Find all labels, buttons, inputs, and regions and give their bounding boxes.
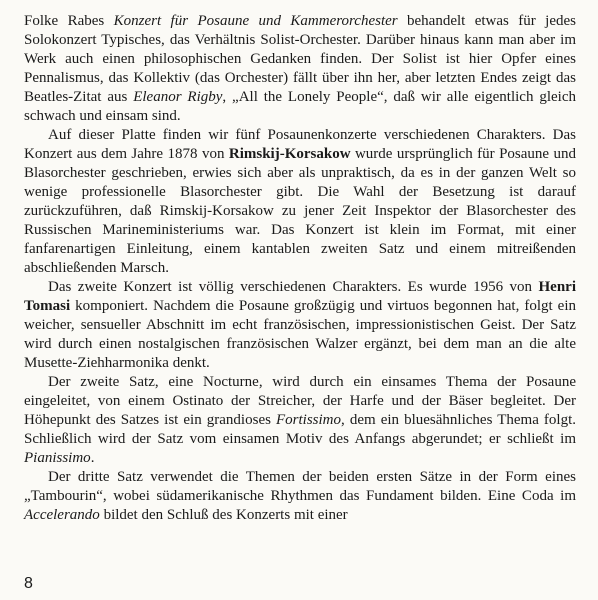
text-run: , dem ein bluesähnliches Thema folgt. Schließlich wird der Satz vom einsamen Motiv des Anfangs abgerundet; er schließt im [24, 412, 576, 447]
bold-name: Henri Tomasi [24, 279, 576, 314]
paragraph [24, 126, 576, 278]
italic-text: Eleanor Rigby [133, 89, 223, 105]
italic-text: Accelerando [24, 507, 100, 523]
text-run: behandelt etwas für jedes Solokonzert Typisches, das Verhältnis Solist-Orchester. Darüber hinaus kann man aber im Werk auch einen philosophischen Gedanken finden. Der Solist ist hier Opfer eines Pennalismus, das Kollektiv (das Orchester) fällt über ihn her, aber letzten Endes zeigt das Beatles-Zitat aus [24, 13, 577, 105]
paragraph [24, 12, 576, 126]
italic-text: Fortissimo [276, 412, 342, 428]
text-run: Auf dieser Platte finden wir fünf Posaunenkonzerte verschiedenen Charakters. Das Konzert aus dem Jahre 1878 von [24, 127, 576, 162]
paragraph [24, 468, 576, 525]
text-run: wurde ursprünglich für Posaune und Blasorchester geschrieben, erwies sich aber als unpraktisch, da es in der ganzen Welt so wenige professionelle Blasorchester gibt. Die Wahl der Besetzung ist darauf zurückzuführen, daß Rimskij-Korsakow zu jener Zeit Inspektor der Blasorchester des Russischen Marineministeriums war. Das Konzert ist klein im Format, mit einer fanfarenartigen Einleitung, einem kantablen zweiten Satz und einem mitreißenden abschließenden Marsch. [24, 146, 576, 276]
text-run: Der dritte Satz verwendet die Themen der beiden ersten Sätze in der Form eines „Tambourin“, wobei südamerikanische Rhythmen das Fundament bilden. Eine Coda im [24, 469, 576, 504]
bold-name: Rimskij-Korsakow [228, 146, 351, 162]
text-run: , „All the Lonely People“, daß wir alle eigentlich gleich schwach und einsam sind. [24, 89, 576, 124]
italic-text: Konzert für Posaune und Kammerorchester [113, 13, 398, 29]
text-run: bildet den Schluß des Konzerts mit einer [99, 507, 348, 523]
page-number: 8 [24, 575, 33, 592]
text-run: Das zweite Konzert ist völlig verschiedenen Charakters. Es wurde 1956 von [48, 279, 539, 295]
text-run: komponiert. Nachdem die Posaune großzügig und virtuos begonnen hat, folgt ein weicher, sensueller Abschnitt im echt französischen, impressionistischen Geist. Der Satz wird durch einen nostalgischen französischen Walzer ergänzt, bei dem man an die alte Musette-Ziehharmonika denkt. [24, 298, 576, 371]
paragraph [24, 373, 576, 468]
body-text [24, 12, 576, 525]
text-run: Folke Rabes [24, 13, 114, 29]
text-run: . [90, 450, 95, 466]
italic-text: Pianissimo [24, 450, 91, 466]
text-run: Der zweite Satz, eine Nocturne, wird durch ein einsames Thema der Posaune eingeleitet, von einem Ostinato der Streicher, der Harfe und der Bäser begleitet. Der Höhepunkt des Satzes ist ein grandioses [24, 374, 576, 428]
paragraph [24, 278, 576, 373]
